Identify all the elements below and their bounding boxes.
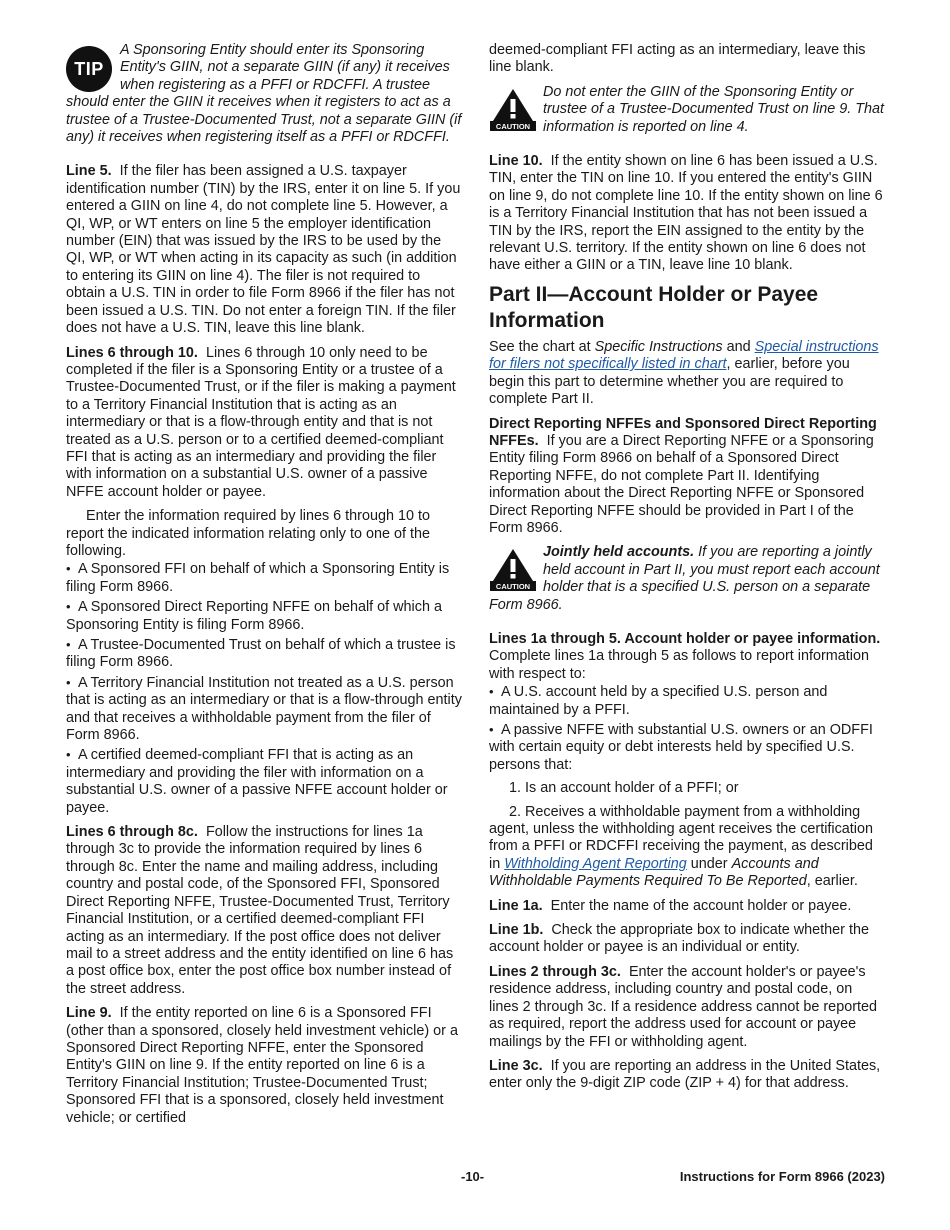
footer-title: Instructions for Form 8966 (2023) bbox=[679, 1169, 885, 1184]
tip-icon bbox=[66, 46, 114, 92]
numbered-item bbox=[489, 804, 885, 891]
list-item: • A Territory Financial Institution not treated as a U.S. person that is acting as an intermediary or that is a flow-through entity and that receives a withholdable payment from the filer of Form 8966. bbox=[66, 674, 462, 745]
list-item: • A passive NFFE with substantial U.S. owners or an ODFFI with certain equity or debt interests held by specified U.S. persons that: bbox=[489, 721, 885, 774]
line3c-text: If you are reporting an address in the United States, enter only the 9-digit ZIP code (ZIP + 4) for that address. bbox=[489, 1057, 881, 1092]
lines1ato5-heading: Lines 1a through 5. Account holder or payee information. bbox=[489, 630, 881, 647]
line1b-text: Check the appropriate box to indicate whether the account holder or payee is an individual or entity. bbox=[489, 922, 869, 956]
tip-text: A Sponsoring Entity should enter its Sponsoring Entity's GIIN, not a separate GIIN (if any) it receives when registering as a PFFI or RDCFFI. A trustee should enter the GIIN it receives when it registers to act as a trustee of a Trustee-Documented Trust, not a separate GIIN (if any) it receives when registering itself as a PFFI or RDCFFI. bbox=[66, 42, 462, 146]
numbered-item-text: 2. Receives a withholdable payment from a withholding agent, unless the withholding agent receives the certification from a PFFI or RDCFFI receiving the payment, as described in bbox=[489, 803, 873, 872]
withholding-agent-reporting-link[interactable]: Withholding Agent Reporting bbox=[504, 855, 687, 872]
caution-text: Do not enter the GIIN of the Sponsoring Entity or trustee of a Trustee-Documented Trust on line 9. That information is reported on line 4. bbox=[543, 83, 885, 135]
caution-note bbox=[489, 84, 885, 136]
line10-heading: Line 10. bbox=[489, 153, 543, 170]
jointly-held-heading: Jointly held accounts. bbox=[543, 544, 695, 561]
part2-intro-emphasis: Specific Instructions bbox=[594, 338, 723, 355]
caution-icon bbox=[489, 547, 537, 591]
line1a-heading: Line 1a. bbox=[489, 897, 543, 914]
numbered-item-text: under bbox=[686, 855, 732, 872]
line9-heading: Line 9. bbox=[66, 1005, 112, 1022]
page-footer bbox=[66, 1168, 885, 1188]
right-column bbox=[489, 42, 885, 1100]
part2-intro-text: and bbox=[722, 338, 755, 355]
page-number: -10- bbox=[461, 1169, 485, 1184]
lines6to10-paragraph bbox=[66, 345, 462, 502]
lines6to10-heading: Lines 6 through 10. bbox=[66, 344, 198, 361]
caution-icon-label: CAUTION bbox=[495, 121, 531, 131]
numbered-item-text: , earlier. bbox=[806, 873, 858, 890]
lines6to8c-text: Follow the instructions for lines 1a through 3c to provide the information required by lines 6 through 8c. Enter the name and mailing address, including country and postal code, of the Sponsored FFI, Sponsored Direct Reporting NFFE, Trustee-Documented Trust, Territory Financial Institution, or a certified deemed-compliant FFI acting as an intermediary. If the post office does not deliver mail to a street address and the entity identified on line 6 has a post office box, enter the post office box number instead of the street address. bbox=[66, 824, 454, 997]
caution-icon bbox=[489, 87, 537, 131]
line9-text: If the entity reported on line 6 is a Sponsored FFI (other than a sponsored, closely held investment vehicle) or a Sponsored Direct Reporting NFFE, enter the Sponsored Entity's GIIN on line 9. If the entity reported on line 6 is a Territory Financial Institution; Trustee-Documented Trust; Sponsored FFI that is a sponsored, closely held investment vehicle; or certified bbox=[66, 1005, 458, 1126]
lines6to8c-heading: Lines 6 through 8c. bbox=[66, 824, 198, 841]
line1a-text: Enter the name of the account holder or payee. bbox=[550, 897, 852, 914]
line3c-heading: Line 3c. bbox=[489, 1057, 543, 1074]
line10-paragraph bbox=[489, 153, 885, 275]
lines6to8c-paragraph bbox=[66, 824, 462, 998]
line1b-heading: Line 1b. bbox=[489, 922, 544, 939]
lines6to10-text: Lines 6 through 10 only need to be completed if the filer is a Sponsoring Entity or a trustee of a Trustee-Documented Trust, or if the filer is making a payment to a Territory Financial Institution that is acting as an intermediary or that is a flow-through entity and that is not treated as a U.S. person or to a certified deemed-compliant FFI that is acting as an intermediary and providing the filer with information on a substantial U.S. owner of a passive NFFE account holder or payee. bbox=[66, 344, 456, 500]
part2-title: Part II—Account Holder or Payee Information bbox=[489, 282, 819, 332]
caution-note bbox=[489, 544, 885, 614]
list-item: • A U.S. account held by a specified U.S. person and maintained by a PFFI. bbox=[489, 683, 885, 719]
tip-icon-label: TIP bbox=[66, 46, 112, 92]
lines2to3c-heading: Lines 2 through 3c. bbox=[489, 963, 621, 980]
lines2to3c-paragraph bbox=[489, 964, 885, 1051]
left-column bbox=[66, 42, 462, 1134]
line5-heading: Line 5. bbox=[66, 163, 112, 180]
lines6to10-intro: Enter the information required by lines 6 through 10 to report the indicated information relating only to one of the following. bbox=[66, 508, 430, 559]
line9-paragraph bbox=[66, 1005, 462, 1127]
part2-intro-text: See the chart at bbox=[489, 338, 595, 355]
numbered-item: 1. Is an account holder of a PFFI; or bbox=[509, 780, 739, 797]
caution-icon-label: CAUTION bbox=[495, 582, 531, 592]
numbered-item-emphasis: Accounts and Withholdable Payments Required To Be Reported bbox=[489, 855, 819, 890]
line10-text: If the entity shown on line 6 has been issued a U.S. TIN, enter the TIN on line 10. If you entered the entity's GIIN on line 9, do not complete line 10. If the entity shown on line 6 is a Territory Financial Institution that has not been issued a TIN by the IRS, report the EIN assigned to the entity by the relevant U.S. territory. If the entity shown on line 6 does not have either a GIIN or a TIN, leave line 10 blank. bbox=[489, 153, 883, 274]
part2-intro-text: , earlier, before you begin this part to determine whether you are required to complete Part II. bbox=[489, 356, 850, 408]
line1a-paragraph bbox=[489, 898, 885, 915]
lines2to3c-text: Enter the account holder's or payee's residence address, including country and postal code, on lines 2 through 3c. If a residence address cannot be reported as required, report the address used for account or payee mailings by the FFI or withholding agent. bbox=[489, 963, 877, 1050]
list-item: • A Sponsored FFI on behalf of which a Sponsoring Entity is filing Form 8966. bbox=[66, 560, 462, 596]
part2-intro bbox=[489, 339, 885, 409]
line5-text: If the filer has been assigned a U.S. taxpayer identification number (TIN) by the IRS, enter it on line 5. If you entered a GIIN on line 4, do not complete line 5. However, a QI, WP, or WT enters on line 5 the employer identification number (EIN) that was issued by the IRS to be used by the QI, WP, or WT when acting in its capacity as such (in addition to entering its GIIN on line 4). The filer is not required to obtain a U.S. TIN in order to file Form 8966 if the filer has not been issued a U.S. TIN. Do not enter a foreign TIN. If the filer does not have a U.S. TIN, leave this line blank. bbox=[66, 163, 461, 337]
list-item: • A Trustee-Documented Trust on behalf of which a trustee is filing Form 8966. bbox=[66, 636, 462, 672]
list-item: • A certified deemed-compliant FFI that is acting as an intermediary and providing the filer with information on a substantial U.S. owner of a passive NFFE account holder or payee. bbox=[66, 746, 462, 817]
lines1ato5-paragraph bbox=[489, 631, 885, 683]
line9-continuation: deemed-compliant FFI acting as an intermediary, leave this line blank. bbox=[489, 42, 866, 76]
line5-paragraph bbox=[66, 163, 462, 337]
direct-reporting-text: If you are a Direct Reporting NFFE or a Sponsoring Entity filing Form 8966 on behalf of a Sponsored Direct Reporting NFFE, do not complete Part II. Identifying information about the Direct Reporting NFFE or Sponsored Direct Reporting NFFE should be provided in Part I of the Form 8966. bbox=[489, 432, 874, 536]
list-item: • A Sponsored Direct Reporting NFFE on behalf of which a Sponsoring Entity is filing Form 8966. bbox=[66, 598, 462, 634]
jointly-held-text: If you are reporting a jointly held account in Part II, you must report each account holder that is a specified U.S. person on a separate Form 8966. bbox=[489, 544, 880, 613]
line3c-paragraph bbox=[489, 1058, 885, 1093]
lines1ato5-text: Complete lines 1a through 5 as follows to report information with respect to: bbox=[489, 648, 869, 682]
direct-reporting-heading: Direct Reporting NFFEs and Sponsored Direct Reporting NFFEs. bbox=[489, 415, 877, 449]
line1b-paragraph bbox=[489, 922, 885, 957]
direct-reporting-paragraph bbox=[489, 416, 885, 538]
special-instructions-link[interactable]: Special instructions for filers not specifically listed in chart bbox=[489, 338, 879, 373]
tip-note bbox=[66, 42, 462, 146]
